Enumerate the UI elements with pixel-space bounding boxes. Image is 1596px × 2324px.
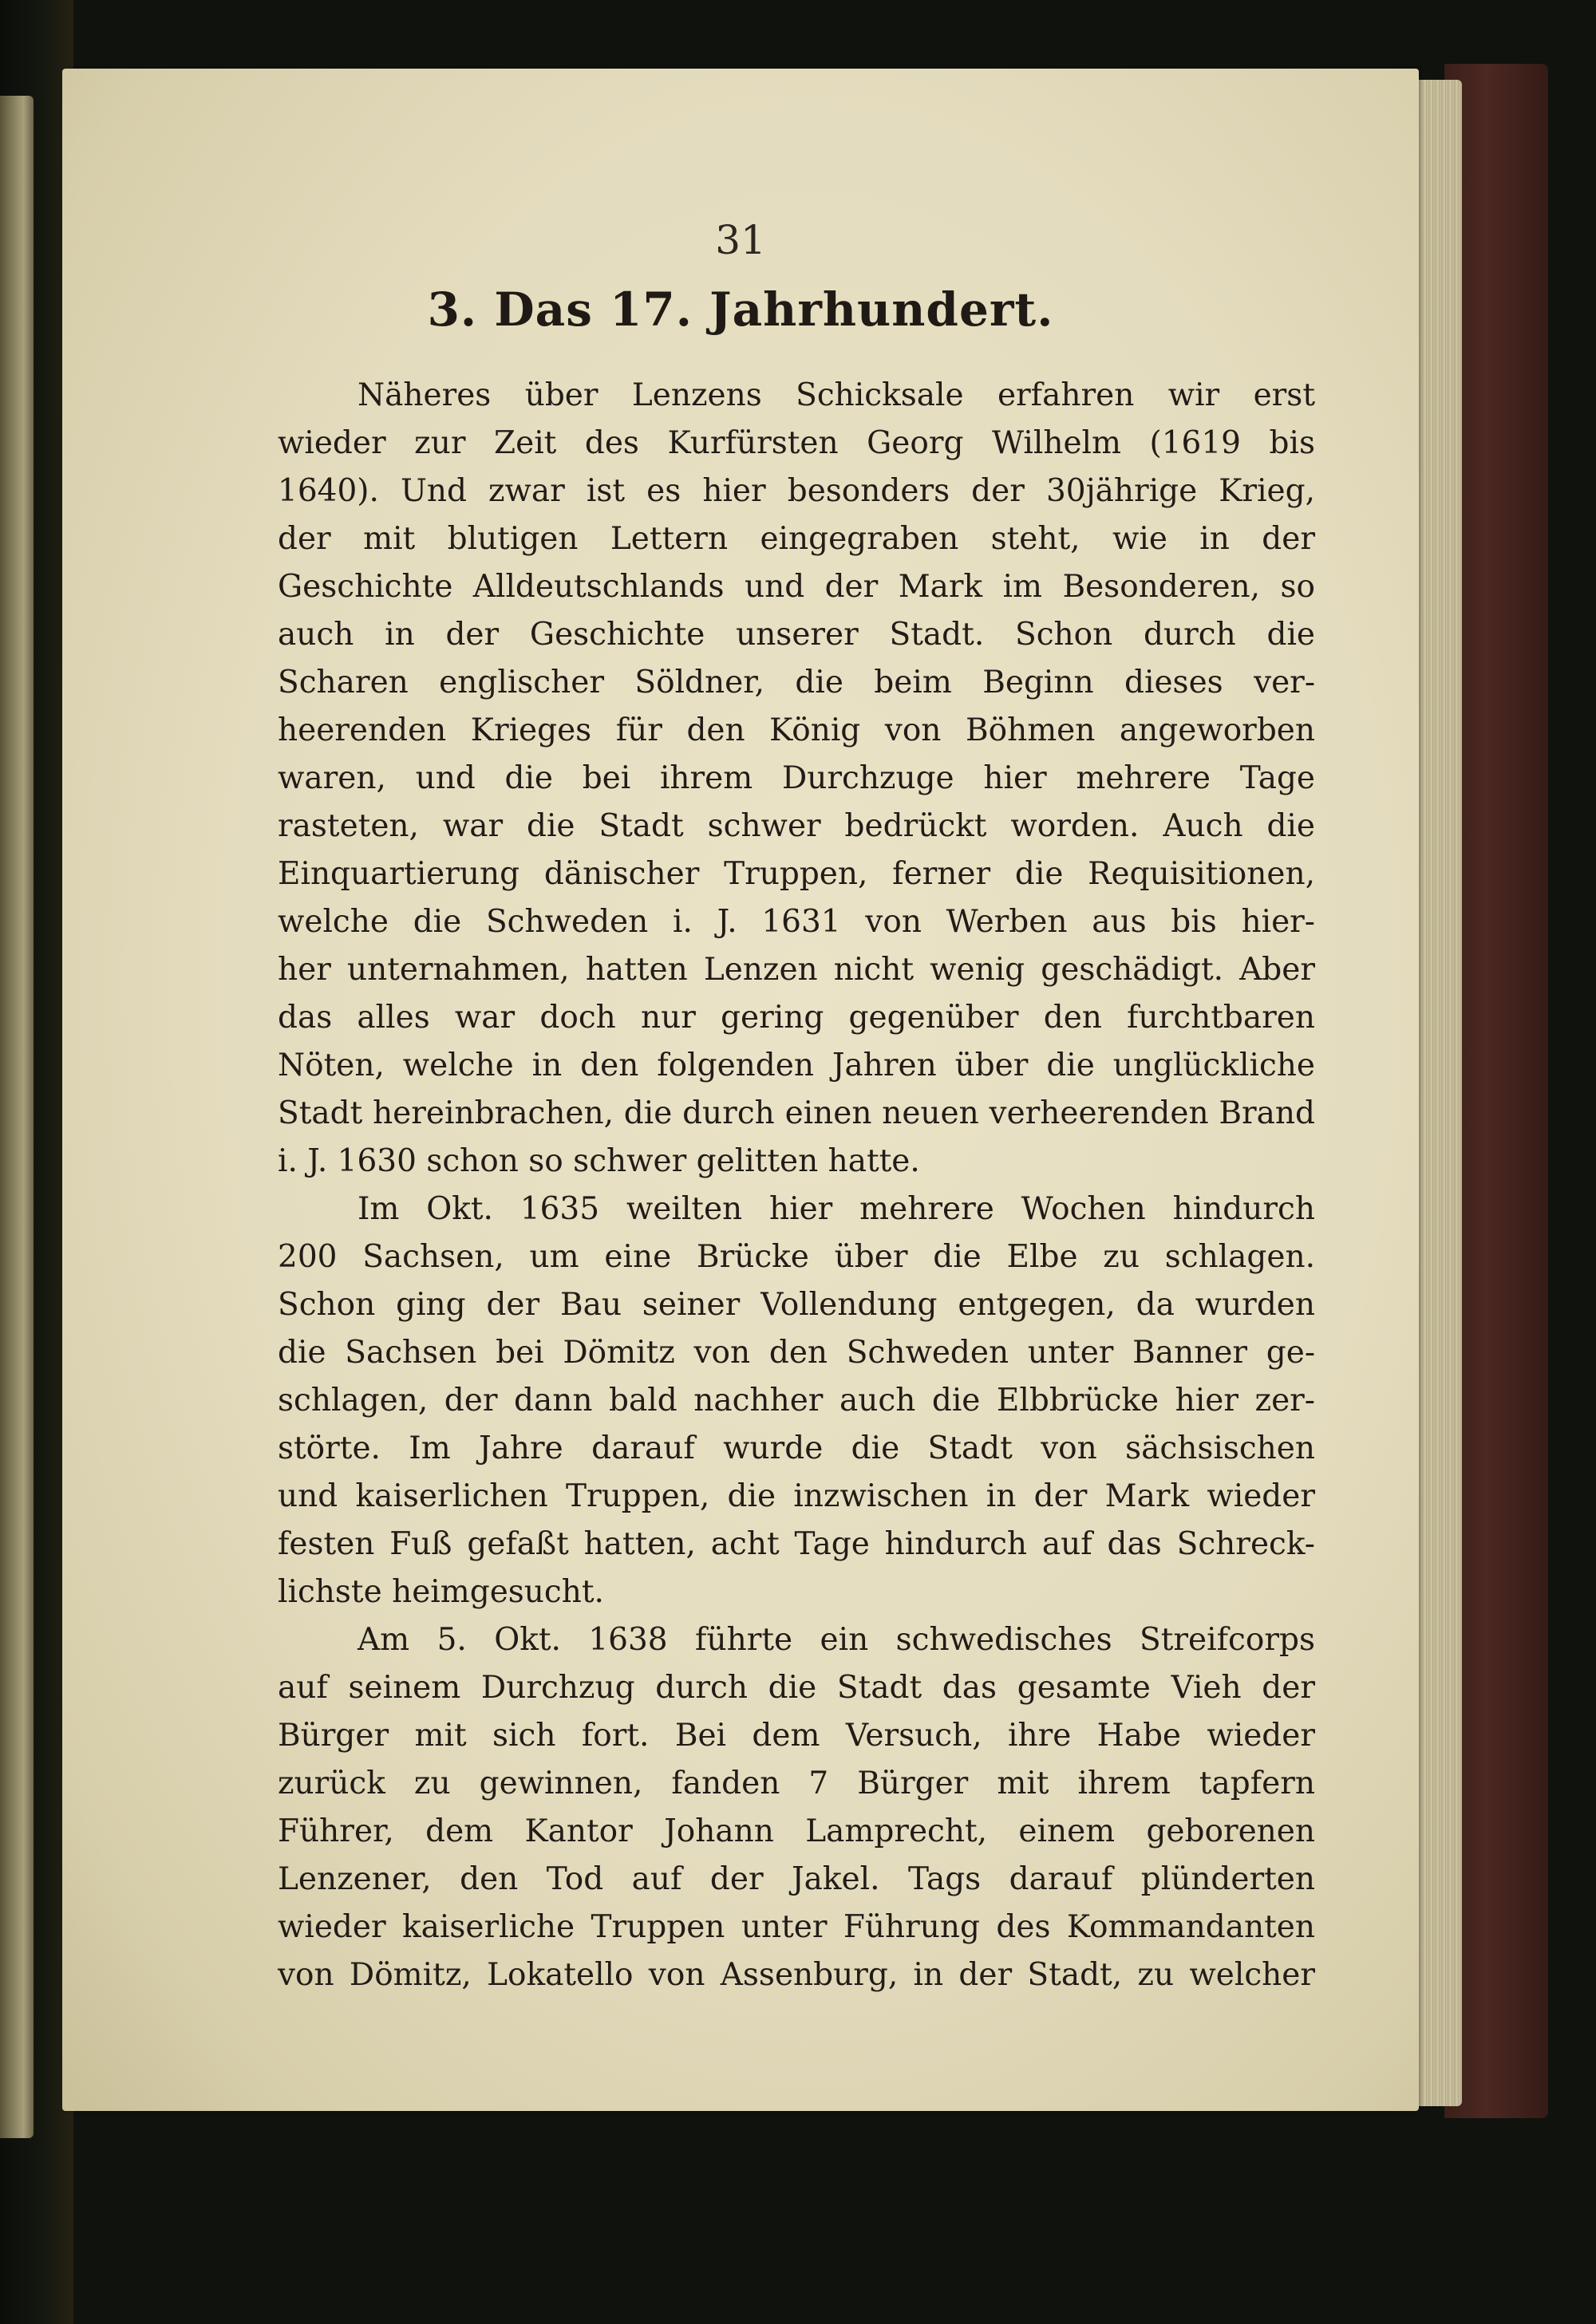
text-line: Lenzener, den Tod auf der Jakel. Tags darauf plünderten xyxy=(278,1861,1315,1897)
text-line: waren, und die bei ihrem Durchzuge hier mehrere Tage xyxy=(278,760,1315,796)
page-number: 31 xyxy=(715,217,766,263)
text-line: Im Okt. 1635 weilten hier mehrere Wochen hindurch xyxy=(358,1191,1315,1227)
text-line: rasteten, war die Stadt schwer bedrückt worden. Auch die xyxy=(278,808,1315,844)
text-line: her unternahmen, hatten Lenzen nicht wenig geschädigt. Aber xyxy=(278,952,1315,988)
text-line: wieder kaiserliche Truppen unter Führung des Kommandanten xyxy=(278,1909,1315,1945)
text-line: Nöten, welche in den folgenden Jahren über die unglückliche xyxy=(278,1048,1315,1083)
text-line: heerenden Krieges für den König von Böhmen angeworben xyxy=(278,712,1315,748)
paragraph-2 xyxy=(278,1186,1315,1616)
body-text xyxy=(278,372,1315,1999)
text-line: i. J. 1630 schon so schwer gelitten hatte. xyxy=(278,1143,920,1179)
text-line: zurück zu gewinnen, fanden 7 Bürger mit ihrem tapfern xyxy=(278,1766,1315,1801)
text-line: Führer, dem Kantor Johann Lamprecht, einem geborenen xyxy=(278,1813,1315,1849)
text-line: auch in der Geschichte unserer Stadt. Schon durch die xyxy=(278,617,1315,653)
text-line: Näheres über Lenzens Schicksale erfahren wir erst xyxy=(358,377,1315,413)
text-line: schlagen, der dann bald nachher auch die Elbbrücke hier zer- xyxy=(278,1383,1315,1418)
text-line: festen Fuß gefaßt hatten, acht Tage hindurch auf das Schreck- xyxy=(278,1526,1315,1562)
text-line: von Dömitz, Lokatello von Assenburg, in der Stadt, zu welcher xyxy=(278,1957,1315,1993)
text-line: Bürger mit sich fort. Bei dem Versuch, ihre Habe wieder xyxy=(278,1718,1315,1754)
text-line: der mit blutigen Lettern eingegraben steht, wie in der xyxy=(278,521,1315,557)
text-line: 1640). Und zwar ist es hier besonders der 30jährige Krieg, xyxy=(278,473,1315,509)
text-line: welche die Schweden i. J. 1631 von Werben aus bis hier- xyxy=(278,904,1315,940)
text-line: 200 Sachsen, um eine Brücke über die Elbe zu schlagen. xyxy=(278,1239,1315,1275)
text-line: Stadt hereinbrachen, die durch einen neuen verheerenden Brand xyxy=(278,1095,1315,1131)
text-line: Geschichte Alldeutschlands und der Mark im Besonderen, so xyxy=(278,569,1315,605)
text-line: das alles war doch nur gering gegenüber den furchtbaren xyxy=(278,1000,1315,1036)
book-page xyxy=(62,69,1419,2111)
text-line: auf seinem Durchzug durch die Stadt das gesamte Vieh der xyxy=(278,1670,1315,1706)
chapter-title: 3. Das 17. Jahrhundert. xyxy=(427,282,1054,337)
text-line: Einquartierung dänischer Truppen, ferner die Requisitionen, xyxy=(278,856,1315,892)
text-line: und kaiserlichen Truppen, die inzwischen in der Mark wieder xyxy=(278,1478,1315,1514)
text-line: die Sachsen bei Dömitz von den Schweden unter Banner ge- xyxy=(278,1335,1315,1371)
text-line: wieder zur Zeit des Kurfürsten Georg Wilhelm (1619 bis xyxy=(278,425,1315,461)
text-line: Scharen englischer Söldner, die beim Beginn dieses ver- xyxy=(278,665,1315,700)
paragraph-3 xyxy=(278,1616,1315,1999)
text-line: Schon ging der Bau seiner Vollendung entgegen, da wurden xyxy=(278,1287,1315,1323)
text-line: störte. Im Jahre darauf wurde die Stadt von sächsischen xyxy=(278,1430,1315,1466)
text-line: lichste heimgesucht. xyxy=(278,1574,604,1610)
paragraph-1 xyxy=(278,372,1315,1186)
text-line: Am 5. Okt. 1638 führte ein schwedisches Streifcorps xyxy=(358,1622,1315,1658)
previous-page-edge xyxy=(0,96,34,2138)
